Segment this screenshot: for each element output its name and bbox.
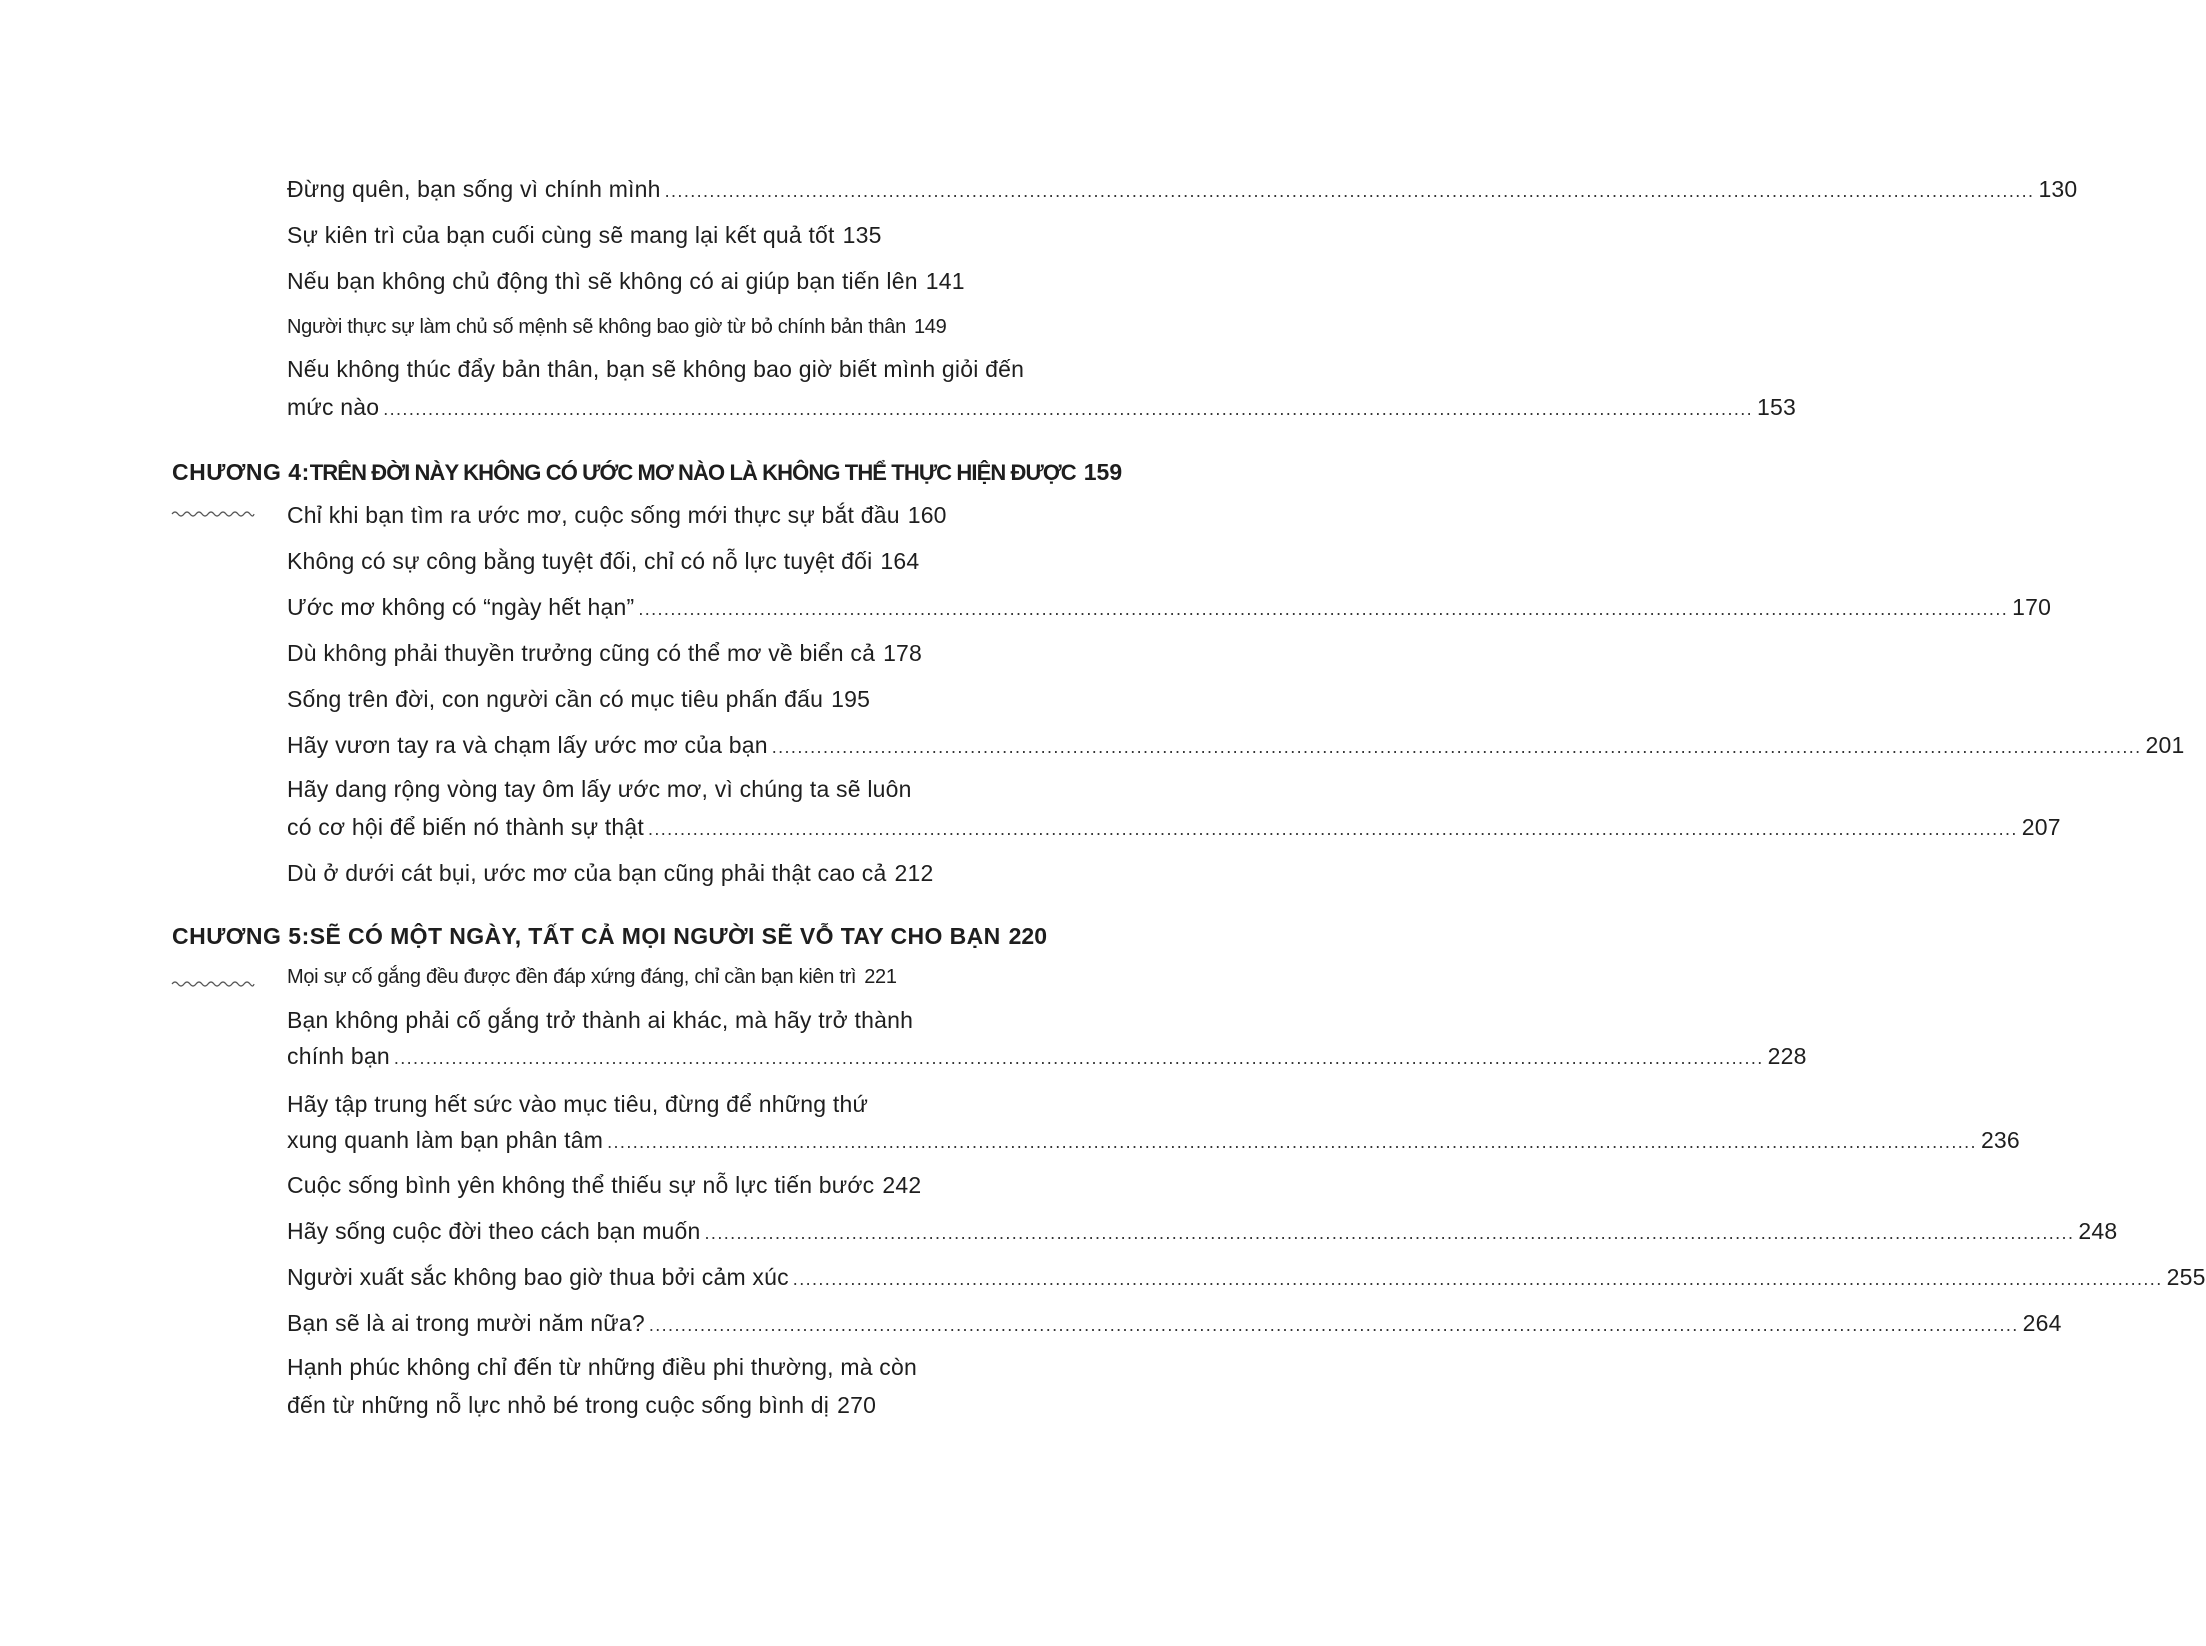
entry-title: Người xuất sắc không bao giờ thua bởi cảm xúc (287, 1264, 789, 1290)
toc-entry (287, 1348, 917, 1426)
entry-page: 228 (1767, 1043, 1807, 1069)
entry-page: 160 (907, 502, 947, 528)
entry-title: Mọi sự cố gắng đều được đền đáp xứng đáng, chỉ cần bạn kiên trì (287, 966, 857, 988)
toc-entry (287, 678, 869, 722)
entry-page: 195 (831, 686, 871, 712)
chapter-5-heading (172, 918, 1047, 954)
entry-title: Cuộc sống bình yên không thể thiếu sự nỗ lực tiến bước (287, 1172, 875, 1198)
dot-leader (394, 1040, 1764, 1076)
entry-title: Dù ở dưới cát bụi, ước mơ của bạn cũng phải thật cao cả (287, 860, 887, 886)
wave-divider-icon (171, 508, 255, 520)
dot-leader (607, 1124, 1977, 1160)
entry-title: đến từ những nỗ lực nhỏ bé trong cuộc sống bình dị (287, 1392, 830, 1418)
entry-page: 264 (2022, 1310, 2062, 1336)
wave-divider-icon (171, 978, 255, 990)
toc-entry (287, 214, 882, 258)
entry-title: Bạn sẽ là ai trong mười năm nữa? (287, 1310, 645, 1336)
toc-section-chapter-4 (287, 494, 2185, 896)
entry-title: Sự kiên trì của bạn cuối cùng sẽ mang lại kết quả tốt (287, 222, 835, 248)
toc-entry (287, 1086, 2020, 1160)
entry-page: 153 (1757, 394, 1797, 420)
toc-entry (287, 770, 2061, 848)
entry-page: 255 (2166, 1264, 2206, 1290)
entry-page: 212 (894, 860, 934, 886)
entry-title: Không có sự công bằng tuyệt đối, chỉ có nỗ lực tuyệt đối (287, 548, 873, 574)
chapter-title: SẼ CÓ MỘT NGÀY, TẤT CẢ MỌI NGƯỜI SẼ VỖ TAY CHO BẠN (309, 923, 1001, 949)
toc-entry (287, 956, 897, 998)
entry-page: 201 (2145, 732, 2185, 758)
dot-leader (383, 390, 1753, 428)
entry-page: 242 (882, 1172, 922, 1198)
entry-page: 236 (1980, 1127, 2020, 1153)
entry-page: 221 (864, 966, 897, 988)
entry-title: có cơ hội để biến nó thành sự thật (287, 814, 644, 840)
chapter-label: CHƯƠNG 4: (172, 459, 310, 485)
entry-title: Ước mơ không có “ngày hết hạn” (287, 594, 635, 620)
dot-leader (638, 588, 2008, 630)
dot-leader (793, 1258, 2163, 1300)
toc-entry (287, 540, 920, 584)
entry-page: 178 (883, 640, 923, 666)
chapter-title: TRÊN ĐỜI NÀY KHÔNG CÓ ƯỚC MƠ NÀO LÀ KHÔNG THỂ THỰC HIỆN ĐƯỢC (309, 460, 1076, 485)
entry-page: 149 (913, 316, 947, 338)
toc-entry (287, 1256, 2206, 1300)
entry-title: mức nào (287, 394, 380, 420)
dot-leader (648, 810, 2018, 848)
dot-leader (665, 170, 2035, 212)
toc-entry (287, 1210, 2118, 1254)
entry-title: Hãy vươn tay ra và chạm lấy ước mơ của bạn (287, 732, 768, 758)
entry-title-line1: Nếu không thúc đẩy bản thân, bạn sẽ không bao giờ biết mình giỏi đến (287, 356, 1025, 382)
entry-title: Sống trên đời, con người cần có mục tiêu phấn đấu (287, 686, 824, 712)
entry-title-line1: Hạnh phúc không chỉ đến từ những điều phi thường, mà còn (287, 1354, 917, 1380)
entry-title: Dù không phải thuyền trưởng cũng có thể mơ về biển cả (287, 640, 876, 666)
entry-title: Đừng quên, bạn sống vì chính mình (287, 176, 661, 202)
entry-title-line1: Hãy dang rộng vòng tay ôm lấy ước mơ, vì chúng ta sẽ luôn (287, 776, 912, 802)
entry-page: 164 (880, 548, 920, 574)
toc-entry (287, 724, 2185, 768)
toc-section-chapter-5 (287, 956, 2206, 1426)
entry-page: 248 (2078, 1218, 2118, 1244)
entry-title: chính bạn (287, 1043, 390, 1069)
chapter-label: CHƯƠNG 5: (172, 923, 310, 949)
toc-entry (287, 350, 1797, 428)
toc-entry (287, 852, 934, 896)
toc-entry (287, 632, 923, 676)
toc-entry (287, 306, 947, 348)
entry-page: 130 (2038, 176, 2078, 202)
toc-section-top (287, 168, 2078, 428)
entry-title-line1: Bạn không phải cố gắng trở thành ai khác, mà hãy trở thành (287, 1007, 914, 1033)
chapter-page: 159 (1083, 459, 1123, 485)
toc-entry (287, 260, 965, 304)
entry-title-line1: Hãy tập trung hết sức vào mục tiêu, đừng để những thứ (287, 1091, 869, 1117)
entry-page: 141 (925, 268, 965, 294)
dot-leader (772, 726, 2142, 768)
entry-page: 270 (837, 1392, 877, 1418)
entry-page: 135 (842, 222, 882, 248)
entry-page: 207 (2021, 814, 2061, 840)
entry-title: Nếu bạn không chủ động thì sẽ không có ai giúp bạn tiến lên (287, 268, 918, 294)
toc-entry (287, 1164, 922, 1208)
dot-leader (649, 1304, 2019, 1346)
toc-entry (287, 168, 2078, 212)
entry-page: 170 (2012, 594, 2052, 620)
toc-entry (287, 1002, 1807, 1076)
entry-title: Người thực sự làm chủ số mệnh sẽ không bao giờ từ bỏ chính bản thân (287, 316, 906, 338)
entry-title: Hãy sống cuộc đời theo cách bạn muốn (287, 1218, 701, 1244)
toc-entry (287, 586, 2052, 630)
toc-entry (287, 1302, 2062, 1346)
dot-leader (705, 1212, 2075, 1254)
entry-title: Chỉ khi bạn tìm ra ước mơ, cuộc sống mới thực sự bắt đầu (287, 502, 900, 528)
chapter-page: 220 (1008, 923, 1047, 949)
chapter-4-heading (172, 454, 1123, 491)
toc-entry (287, 494, 947, 538)
entry-title: xung quanh làm bạn phân tâm (287, 1127, 604, 1153)
